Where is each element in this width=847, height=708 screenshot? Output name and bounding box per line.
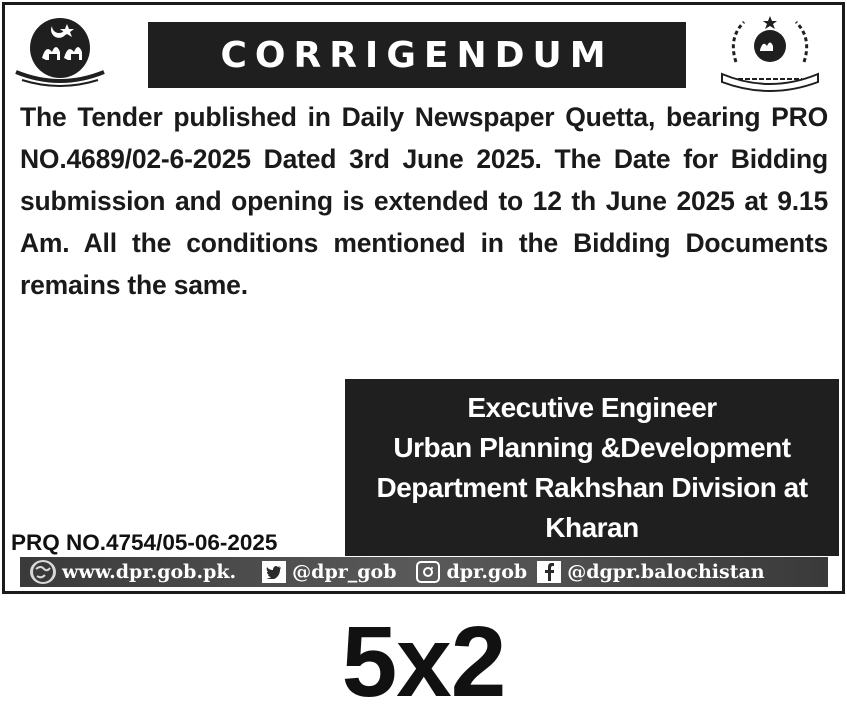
instagram-item[interactable]	[416, 561, 527, 583]
instagram-icon	[416, 561, 440, 583]
website-link[interactable]: www.dpr.gob.pk.	[62, 561, 237, 583]
instagram-handle[interactable]: dpr.gob	[446, 561, 528, 583]
twitter-item[interactable]	[262, 561, 396, 583]
signature-location: Kharan	[545, 511, 639, 543]
facebook-icon	[537, 561, 561, 583]
twitter-icon	[262, 561, 286, 583]
notice-body: The Tender published in Daily Newspaper Quetta, bearing PRO NO.4689/02-6-2025 Dated 3rd June 2025. The Date for Bidding submission and opening is extended to 12 th June 2025 at 9.15 Am. All the conditions mentioned in the Bidding Documents remains the same.	[20, 102, 828, 300]
signature-division: Department Rakhshan Division at	[376, 471, 808, 503]
website-item[interactable]	[30, 560, 236, 584]
prq-number: PRQ NO.4754/05-06-2025	[11, 530, 278, 555]
facebook-item[interactable]	[537, 561, 764, 583]
signature-designation: Executive Engineer	[467, 391, 717, 423]
facebook-handle[interactable]: @dgpr.balochistan	[567, 561, 765, 583]
ad-size-label: 5x2	[341, 606, 506, 708]
twitter-handle[interactable]: @dpr_gob	[292, 561, 397, 583]
social-bar	[20, 557, 828, 587]
signature-block	[345, 379, 839, 556]
dgpr-balochistan-emblem-icon	[714, 12, 826, 92]
balochistan-government-emblem-icon	[12, 14, 108, 90]
signature-department: Urban Planning &Development	[393, 431, 791, 463]
globe-icon	[30, 560, 56, 584]
page-title: CORRIGENDUM	[148, 22, 686, 88]
